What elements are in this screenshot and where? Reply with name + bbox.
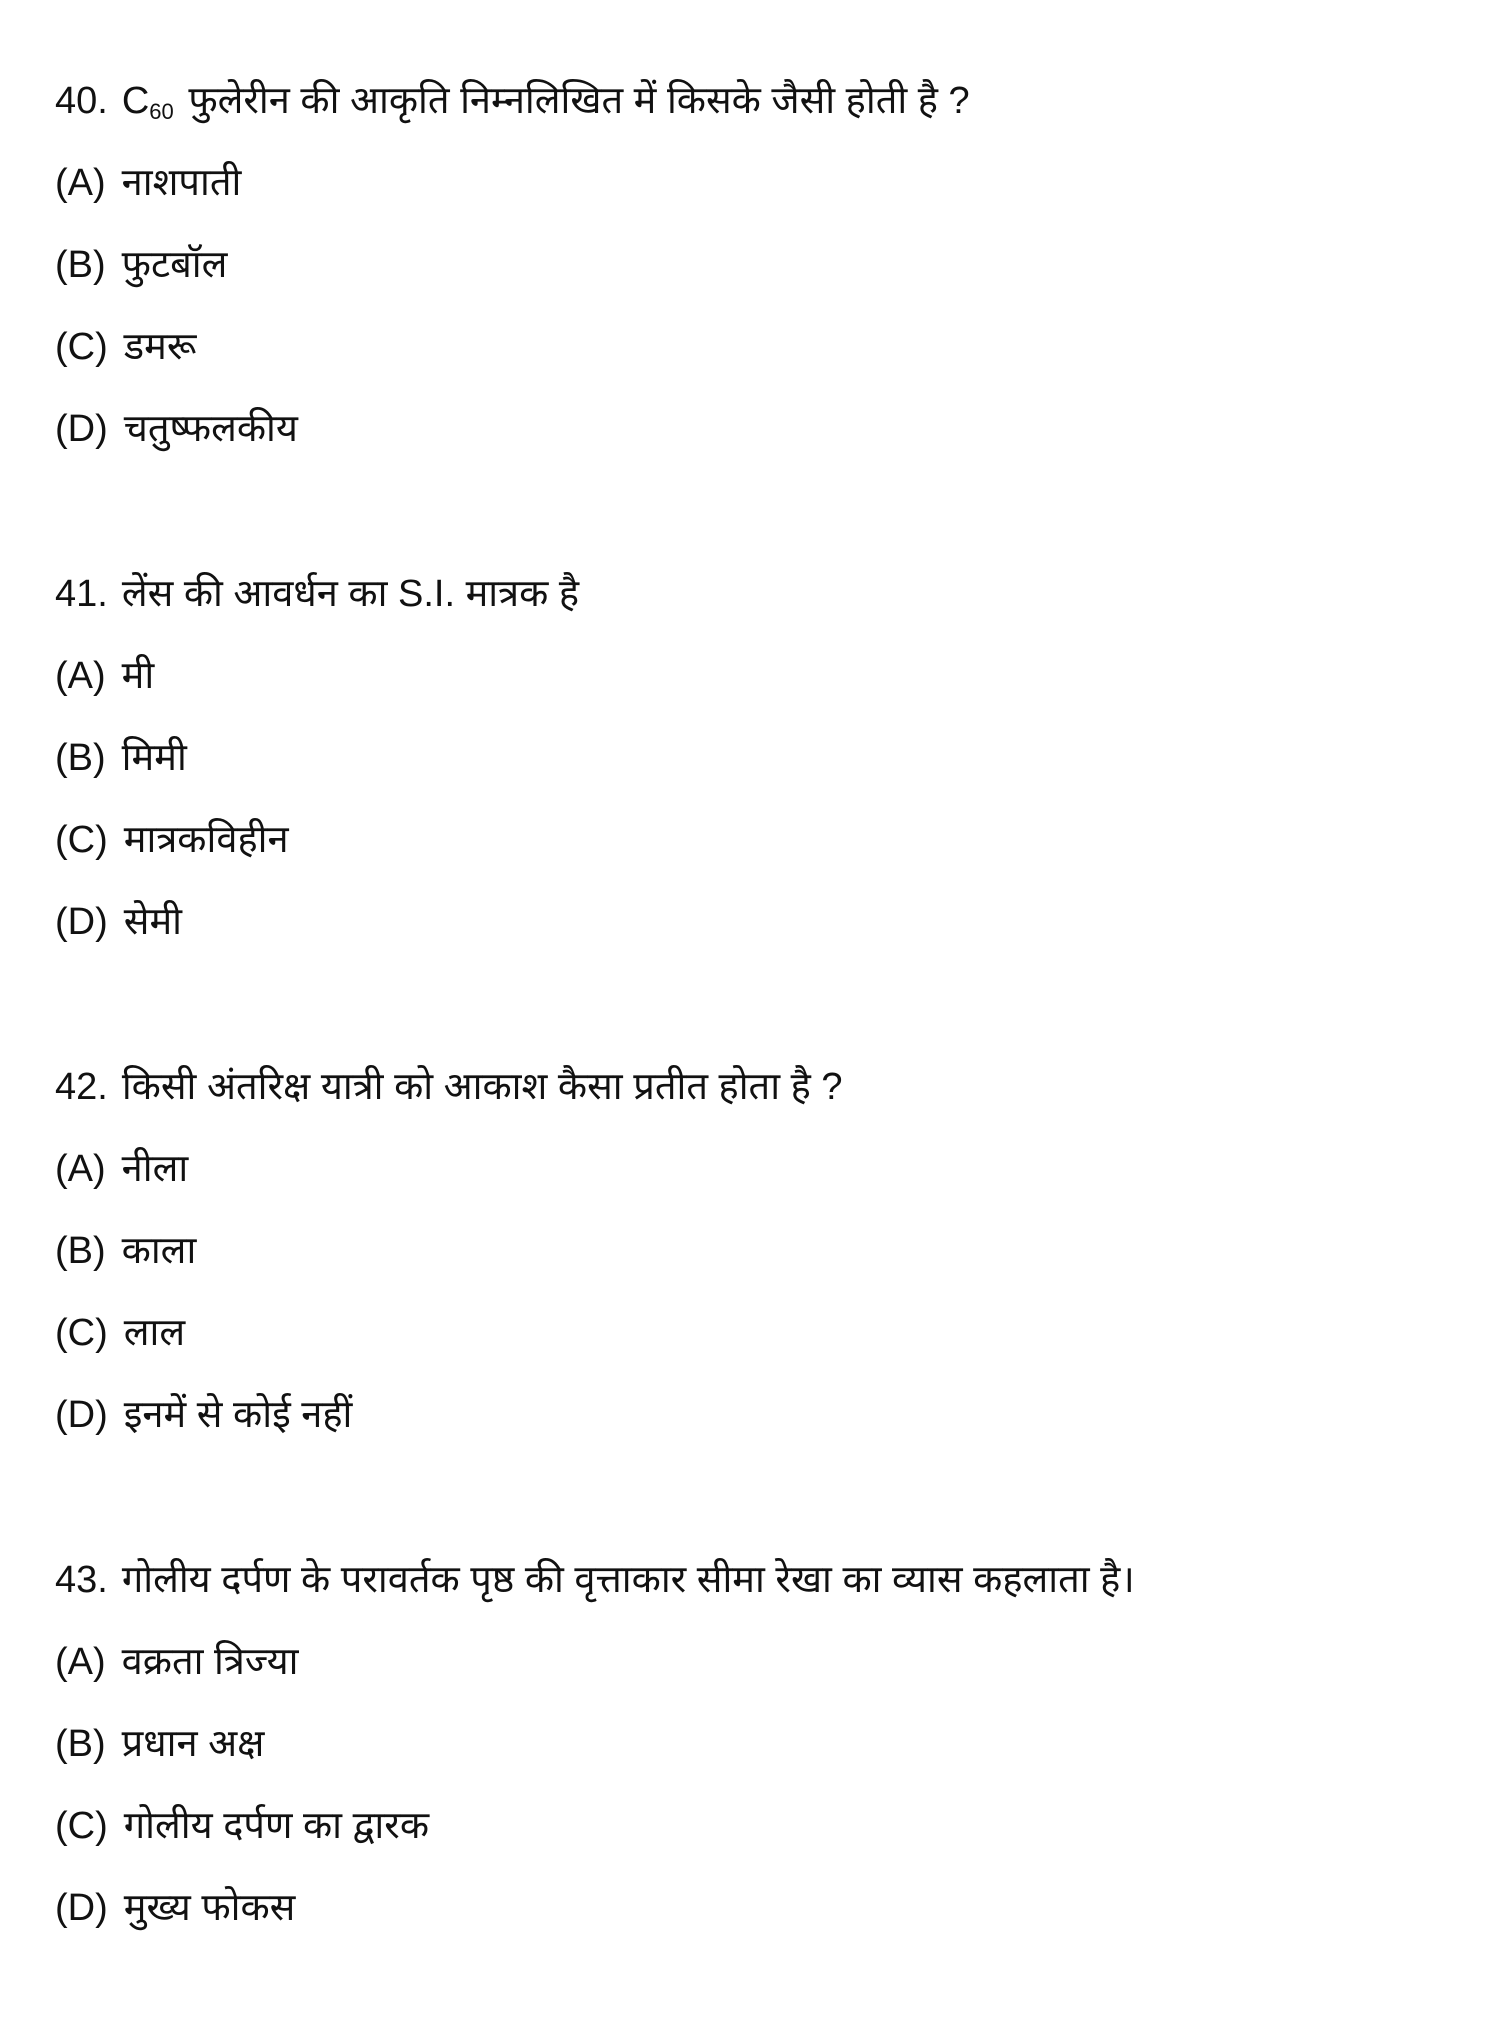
option-text: फुटबॉल bbox=[121, 244, 228, 286]
question-number: 42. bbox=[55, 1066, 108, 1108]
question-block bbox=[55, 75, 970, 485]
option bbox=[55, 1307, 843, 1389]
option bbox=[55, 239, 970, 321]
option bbox=[55, 1800, 1135, 1882]
question-text bbox=[55, 568, 579, 650]
question-text bbox=[55, 75, 970, 157]
question-number: 40. bbox=[55, 80, 108, 122]
option-label: (D) bbox=[55, 901, 108, 943]
option-label: (A) bbox=[55, 1641, 106, 1683]
option bbox=[55, 1143, 843, 1225]
option-text: मी bbox=[121, 655, 155, 697]
question-stem: किसी अंतरिक्ष यात्री को आकाश कैसा प्रतीत होता है ? bbox=[121, 1066, 843, 1108]
option-label: (A) bbox=[55, 1148, 106, 1190]
option-text: चतुष्फलकीय bbox=[123, 408, 298, 450]
option-text: नाशपाती bbox=[121, 162, 242, 204]
option-label: (B) bbox=[55, 737, 106, 779]
option bbox=[55, 321, 970, 403]
question-stem: लेंस की आवर्धन का S.I. मात्रक है bbox=[121, 573, 580, 615]
option-text: डमरू bbox=[123, 326, 197, 368]
question-stem: गोलीय दर्पण के परावर्तक पृष्ठ की वृत्ताकार सीमा रेखा का व्यास कहलाता है। bbox=[121, 1559, 1135, 1601]
option-label: (C) bbox=[55, 326, 108, 368]
option bbox=[55, 403, 970, 485]
option-label: (C) bbox=[55, 819, 108, 861]
option bbox=[55, 1225, 843, 1307]
option-label: (A) bbox=[55, 162, 106, 204]
question-block bbox=[55, 1061, 843, 1471]
option bbox=[55, 1389, 843, 1471]
option-text: वक्रता त्रिज्या bbox=[121, 1641, 299, 1683]
option-text: इनमें से कोई नहीं bbox=[123, 1394, 353, 1436]
option-label: (D) bbox=[55, 408, 108, 450]
option bbox=[55, 732, 579, 814]
option-label: (C) bbox=[55, 1312, 108, 1354]
question-number: 41. bbox=[55, 573, 108, 615]
question-text bbox=[55, 1061, 843, 1143]
option-label: (D) bbox=[55, 1394, 108, 1436]
question-stem: फुलेरीन की आकृति निम्नलिखित में किसके जैसी होती है ? bbox=[188, 80, 970, 122]
question-number: 43. bbox=[55, 1559, 108, 1601]
question-text bbox=[55, 1554, 1135, 1636]
option-label: (B) bbox=[55, 1230, 106, 1272]
option-text: मात्रकविहीन bbox=[123, 819, 289, 861]
option bbox=[55, 157, 970, 239]
option-text: मिमी bbox=[121, 737, 187, 779]
option-label: (A) bbox=[55, 655, 106, 697]
option-text: काला bbox=[121, 1230, 197, 1272]
option-text: प्रधान अक्ष bbox=[121, 1723, 265, 1765]
option-label: (D) bbox=[55, 1887, 108, 1929]
option-text: नीला bbox=[121, 1148, 189, 1190]
option-text: गोलीय दर्पण का द्वारक bbox=[123, 1805, 430, 1847]
option-label: (B) bbox=[55, 244, 106, 286]
option bbox=[55, 1636, 1135, 1718]
option bbox=[55, 1882, 1135, 1964]
option-label: (B) bbox=[55, 1723, 106, 1765]
option-text: मुख्य फोकस bbox=[123, 1887, 296, 1929]
formula: $C_{60}$ bbox=[121, 80, 174, 124]
option-text: लाल bbox=[123, 1312, 186, 1354]
option bbox=[55, 896, 579, 978]
option-label: (C) bbox=[55, 1805, 108, 1847]
option bbox=[55, 1718, 1135, 1800]
question-block bbox=[55, 568, 579, 978]
option-text: सेमी bbox=[123, 901, 183, 943]
option bbox=[55, 650, 579, 732]
option bbox=[55, 814, 579, 896]
question-block bbox=[55, 1554, 1135, 1964]
